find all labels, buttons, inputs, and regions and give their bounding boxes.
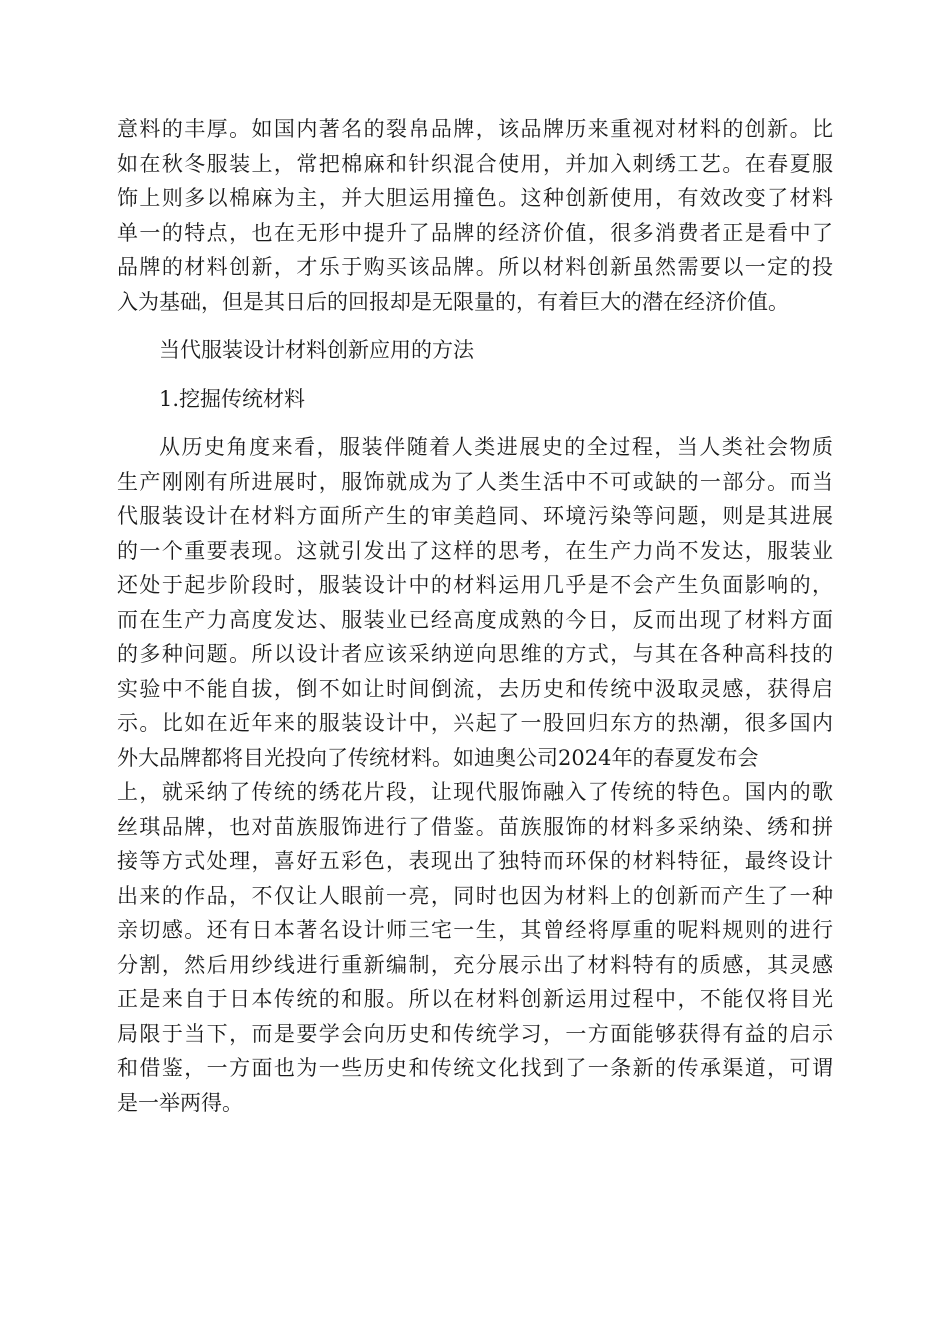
paragraph-line: 入为基础，但是其日后的回报却是无限量的，有着巨大的潜在经济价值。: [117, 289, 789, 314]
paragraph-line: 分割，然后用纱线进行重新编制，充分展示出了材料特有的质感，其灵感: [117, 952, 833, 977]
paragraph-line: 如在秋冬服装上，常把棉麻和针织混合使用，并加入刺绣工艺。在春夏服: [117, 151, 833, 176]
spacer: [117, 416, 833, 430]
spacer: [117, 368, 833, 382]
paragraph-line: 生产刚刚有所进展时，服饰就成为了人类生活中不可或缺的一部分。而当: [117, 469, 833, 494]
paragraph-line: 和借鉴，一方面也为一些历史和传统文化找到了一条新的传承渠道，可谓: [117, 1056, 833, 1080]
paragraph-line: 正是来自于日本传统的和服。所以在材料创新运用过程中，不能仅将目光: [117, 987, 833, 1011]
paragraph-line: 外大品牌都将目光投向了传统材料。如迪奥公司2024年的春夏发布会: [117, 745, 759, 770]
paragraph-line: 意料的丰厚。如国内著名的裂帛品牌，该品牌历来重视对材料的创新。比: [117, 117, 833, 141]
paragraph-line: 而在生产力高度发达、服装业已经高度成熟的今日，反而出现了材料方面: [117, 607, 833, 632]
paragraph-line: 的一个重要表现。这就引发出了这样的思考，在生产力尚不发达，服装业: [117, 538, 833, 563]
paragraph-line: 单一的特点，也在无形中提升了品牌的经济价值，很多消费者正是看中了: [117, 220, 833, 245]
document-body: [117, 112, 833, 1120]
paragraph-line: 示。比如在近年来的服装设计中，兴起了一股回归东方的热潮，很多国内: [117, 711, 833, 735]
paragraph-line: 还处于起步阶段时，服装设计中的材料运用几乎是不会产生负面影响的，: [117, 573, 833, 597]
paragraph-line: 品牌的材料创新，才乐于购买该品牌。所以材料创新虽然需要以一定的投: [117, 255, 833, 279]
paragraph-line: 实验中不能自拔，倒不如让时间倒流，去历史和传统中汲取灵感，获得启: [117, 676, 833, 701]
subsection-heading: 1.挖掘传统材料: [159, 386, 306, 411]
paragraph-line: 接等方式处理，喜好五彩色，表现出了独特而环保的材料特征，最终设计: [117, 849, 833, 873]
paragraph-line: 上，就采纳了传统的绣花片段，让现代服饰融入了传统的特色。国内的歌: [117, 780, 833, 804]
paragraph-1: [117, 112, 833, 319]
paragraph-line: 是一举两得。: [117, 1090, 243, 1115]
paragraph-line: 的多种问题。所以设计者应该采纳逆向思维的方式，与其在各种高科技的: [117, 642, 833, 666]
paragraph-line: 从历史角度来看，服装伴随着人类进展史的全过程，当人类社会物质: [159, 435, 833, 459]
paragraph-line: 出来的作品，不仅让人眼前一亮，同时也因为材料上的创新而产生了一种: [117, 883, 833, 908]
paragraph-line: 亲切感。还有日本著名设计师三宅一生，其曾经将厚重的呢料规则的进行: [117, 918, 833, 942]
paragraph-2: [117, 430, 833, 1120]
paragraph-line: 局限于当下，而是要学会向历史和传统学习，一方面能够获得有益的启示: [117, 1021, 833, 1046]
spacer: [117, 319, 833, 333]
section-heading: 当代服装设计材料创新应用的方法: [159, 338, 474, 362]
paragraph-line: 丝琪品牌，也对苗族服饰进行了借鉴。苗族服饰的材料多采纳染、绣和拼: [117, 814, 833, 839]
paragraph-line: 饰上则多以棉麻为主，并大胆运用撞色。这种创新使用，有效改变了材料: [117, 186, 833, 210]
paragraph-line: 代服装设计在材料方面所产生的审美趋同、环境污染等问题，则是其进展: [117, 504, 833, 528]
